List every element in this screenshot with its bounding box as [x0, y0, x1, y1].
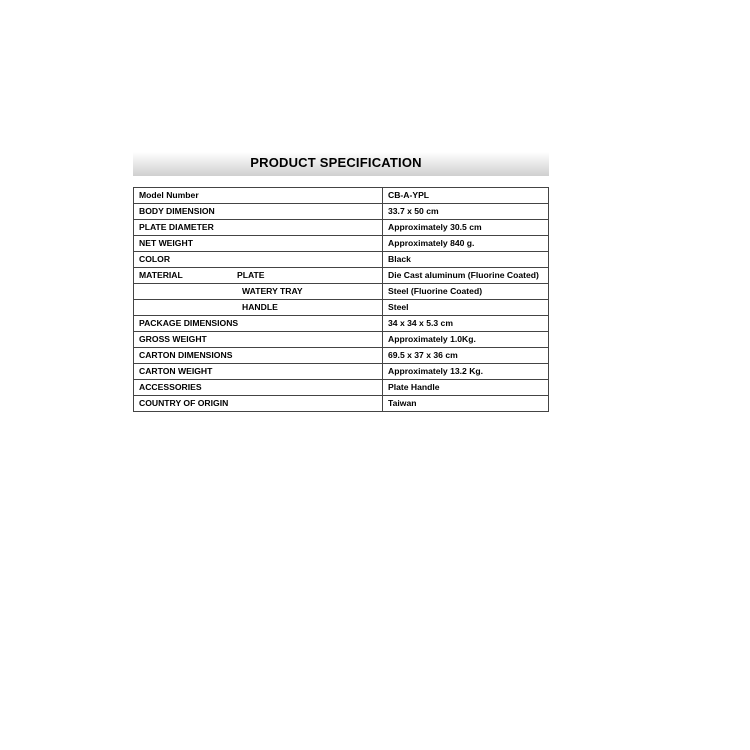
table-row: [134, 204, 549, 220]
row-label: PACKAGE DIMENSIONS: [134, 316, 383, 332]
row-value: 33.7 x 50 cm: [383, 204, 549, 220]
row-value: Approximately 1.0Kg.: [383, 332, 549, 348]
tray-label: WATERY TRAY: [134, 284, 383, 300]
row-label: CARTON WEIGHT: [134, 364, 383, 380]
row-value: Approximately 30.5 cm: [383, 220, 549, 236]
table-row-material-tray: [134, 284, 549, 300]
row-label: COUNTRY OF ORIGIN: [134, 396, 383, 412]
row-label: GROSS WEIGHT: [134, 332, 383, 348]
table-row: [134, 332, 549, 348]
row-value: 34 x 34 x 5.3 cm: [383, 316, 549, 332]
row-label: PLATE DIAMETER: [134, 220, 383, 236]
table-row-material-handle: [134, 300, 549, 316]
table-row: [134, 396, 549, 412]
table-row: [134, 364, 549, 380]
row-value: Approximately 840 g.: [383, 236, 549, 252]
table-row: [134, 220, 549, 236]
row-label: Model Number: [134, 188, 383, 204]
table-row: [134, 188, 549, 204]
row-label: BODY DIMENSION: [134, 204, 383, 220]
table-row: [134, 236, 549, 252]
row-value: Taiwan: [383, 396, 549, 412]
tray-value: Steel (Fluorine Coated): [383, 284, 549, 300]
row-label: CARTON DIMENSIONS: [134, 348, 383, 364]
spec-table: [133, 187, 549, 412]
table-row: [134, 252, 549, 268]
table-row: [134, 316, 549, 332]
plate-label: PLATE: [237, 270, 265, 280]
row-value: Approximately 13.2 Kg.: [383, 364, 549, 380]
row-value: CB-A-YPL: [383, 188, 549, 204]
table-row: [134, 348, 549, 364]
row-label: COLOR: [134, 252, 383, 268]
title-banner: [133, 152, 549, 176]
table-row-material-plate: [134, 268, 549, 284]
row-value: Black: [383, 252, 549, 268]
material-label-cell: [134, 268, 383, 284]
row-value: 69.5 x 37 x 36 cm: [383, 348, 549, 364]
plate-value: Die Cast aluminum (Fluorine Coated): [383, 268, 549, 284]
row-label: NET WEIGHT: [134, 236, 383, 252]
row-label: ACCESSORIES: [134, 380, 383, 396]
handle-label: HANDLE: [134, 300, 383, 316]
table-row: [134, 380, 549, 396]
page-title: PRODUCT SPECIFICATION: [250, 155, 422, 170]
handle-value: Steel: [383, 300, 549, 316]
row-value: Plate Handle: [383, 380, 549, 396]
material-label: MATERIAL: [139, 270, 183, 280]
